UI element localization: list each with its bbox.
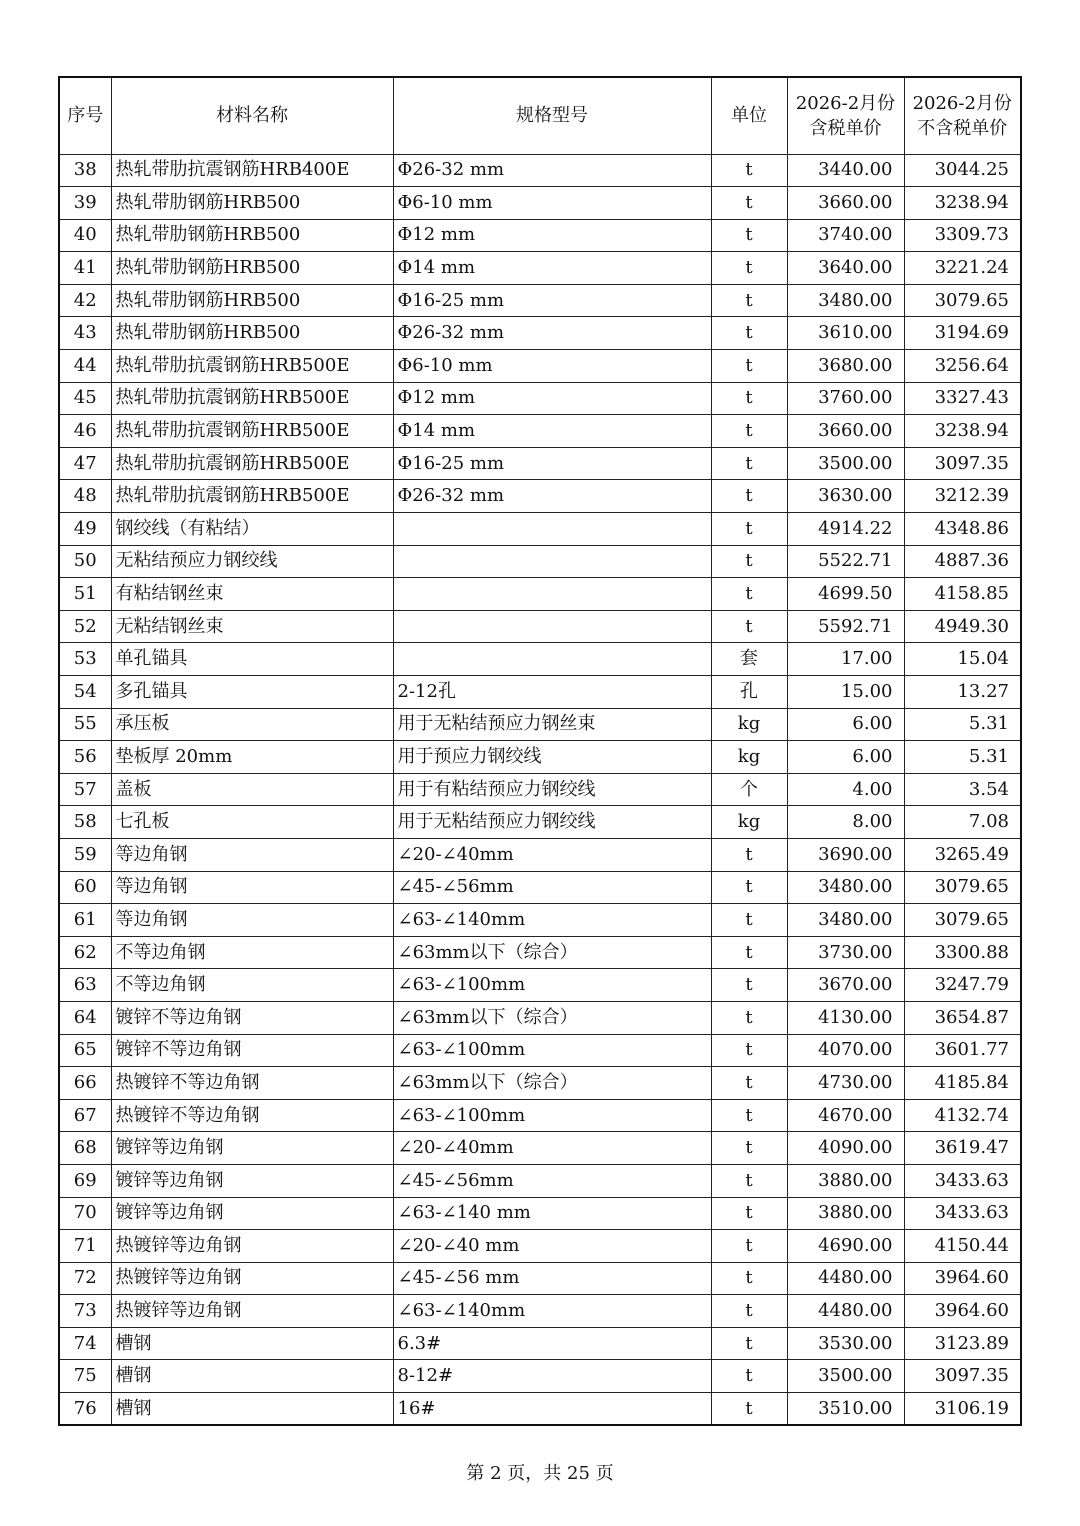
cell-price-with-tax: 3730.00: [787, 936, 904, 969]
cell-unit: t: [711, 1034, 787, 1067]
cell-price-without-tax: 3238.94: [904, 415, 1021, 448]
cell-price-with-tax: 4.00: [787, 773, 904, 806]
cell-no: 44: [59, 350, 111, 383]
cell-material-name: 等边角钢: [111, 904, 393, 937]
cell-price-without-tax: 3212.39: [904, 480, 1021, 513]
cell-material-name: 无粘结预应力钢绞线: [111, 545, 393, 578]
cell-price-with-tax: 3640.00: [787, 252, 904, 285]
cell-price-with-tax: 4480.00: [787, 1295, 904, 1328]
table-row: [59, 154, 1021, 187]
table-row: [59, 1067, 1021, 1100]
cell-price-without-tax: 4887.36: [904, 545, 1021, 578]
cell-no: 49: [59, 513, 111, 546]
cell-unit: t: [711, 904, 787, 937]
cell-no: 60: [59, 871, 111, 904]
cell-no: 69: [59, 1164, 111, 1197]
cell-price-with-tax: 3740.00: [787, 219, 904, 252]
cell-unit: t: [711, 317, 787, 350]
cell-price-without-tax: 3079.65: [904, 871, 1021, 904]
cell-spec: Φ6-10 mm: [393, 350, 711, 383]
cell-unit: 个: [711, 773, 787, 806]
cell-material-name: 热轧带肋钢筋HRB500: [111, 219, 393, 252]
cell-material-name: 七孔板: [111, 806, 393, 839]
cell-unit: t: [711, 838, 787, 871]
header-unit: 单位: [711, 77, 787, 154]
cell-unit: t: [711, 1001, 787, 1034]
cell-no: 63: [59, 969, 111, 1002]
table-row: [59, 284, 1021, 317]
cell-spec: Φ26-32 mm: [393, 480, 711, 513]
cell-price-with-tax: 3880.00: [787, 1197, 904, 1230]
cell-unit: t: [711, 513, 787, 546]
cell-spec: ∠63-∠100mm: [393, 969, 711, 1002]
header-material-name: 材料名称: [111, 77, 393, 154]
cell-price-with-tax: 4914.22: [787, 513, 904, 546]
cell-price-without-tax: 4949.30: [904, 610, 1021, 643]
cell-no: 59: [59, 838, 111, 871]
cell-price-without-tax: 3256.64: [904, 350, 1021, 383]
cell-price-without-tax: 3221.24: [904, 252, 1021, 285]
cell-unit: t: [711, 1067, 787, 1100]
header-price-without-tax-period: 2026-2月份: [912, 92, 1012, 114]
cell-unit: t: [711, 187, 787, 220]
cell-material-name: 有粘结钢丝束: [111, 578, 393, 611]
cell-price-with-tax: 3480.00: [787, 284, 904, 317]
table-row: [59, 871, 1021, 904]
cell-material-name: 不等边角钢: [111, 936, 393, 969]
cell-price-with-tax: 3680.00: [787, 350, 904, 383]
cell-unit: t: [711, 1295, 787, 1328]
table-row: [59, 1393, 1021, 1426]
cell-price-without-tax: 3238.94: [904, 187, 1021, 220]
cell-unit: t: [711, 1230, 787, 1263]
cell-material-name: 镀锌不等边角钢: [111, 1001, 393, 1034]
table-row: [59, 1164, 1021, 1197]
cell-price-with-tax: 17.00: [787, 643, 904, 676]
cell-no: 61: [59, 904, 111, 937]
table-row: [59, 969, 1021, 1002]
cell-unit: t: [711, 871, 787, 904]
header-price-with-tax: [787, 77, 904, 154]
header-price-with-tax-period: 2026-2月份: [795, 92, 896, 114]
cell-no: 75: [59, 1360, 111, 1393]
cell-no: 68: [59, 1132, 111, 1165]
cell-price-without-tax: 15.04: [904, 643, 1021, 676]
cell-spec: ∠63-∠100mm: [393, 1099, 711, 1132]
cell-price-with-tax: 3660.00: [787, 415, 904, 448]
cell-price-without-tax: 3194.69: [904, 317, 1021, 350]
cell-price-with-tax: 4670.00: [787, 1099, 904, 1132]
cell-price-with-tax: 5522.71: [787, 545, 904, 578]
cell-material-name: 多孔锚具: [111, 676, 393, 709]
cell-no: 55: [59, 708, 111, 741]
cell-no: 56: [59, 741, 111, 774]
cell-material-name: 热轧带肋钢筋HRB500: [111, 252, 393, 285]
cell-price-with-tax: 4699.50: [787, 578, 904, 611]
cell-price-without-tax: 3.54: [904, 773, 1021, 806]
cell-material-name: 热轧带肋抗震钢筋HRB500E: [111, 350, 393, 383]
cell-no: 70: [59, 1197, 111, 1230]
cell-price-with-tax: 3500.00: [787, 1360, 904, 1393]
cell-price-with-tax: 3480.00: [787, 904, 904, 937]
cell-material-name: 热轧带肋抗震钢筋HRB500E: [111, 415, 393, 448]
cell-price-without-tax: 3964.60: [904, 1295, 1021, 1328]
cell-no: 71: [59, 1230, 111, 1263]
cell-no: 73: [59, 1295, 111, 1328]
cell-spec: Φ26-32 mm: [393, 154, 711, 187]
table-row: [59, 1197, 1021, 1230]
price-table-container: [58, 76, 1020, 1426]
cell-unit: t: [711, 350, 787, 383]
cell-spec: ∠20-∠40 mm: [393, 1230, 711, 1263]
page-footer: 第 2 页，共 25 页: [466, 1463, 614, 1484]
table-row: [59, 480, 1021, 513]
cell-spec: Φ12 mm: [393, 382, 711, 415]
cell-price-without-tax: 3097.35: [904, 447, 1021, 480]
header-spec: 规格型号: [393, 77, 711, 154]
cell-price-with-tax: 3690.00: [787, 838, 904, 871]
cell-price-with-tax: 6.00: [787, 741, 904, 774]
table-row: [59, 187, 1021, 220]
cell-price-with-tax: 3760.00: [787, 382, 904, 415]
cell-spec: Φ16-25 mm: [393, 284, 711, 317]
cell-no: 74: [59, 1327, 111, 1360]
table-row: [59, 806, 1021, 839]
cell-price-without-tax: 3123.89: [904, 1327, 1021, 1360]
material-price-table: [58, 76, 1022, 1426]
cell-price-without-tax: 3309.73: [904, 219, 1021, 252]
cell-spec: ∠63mm以下（综合）: [393, 936, 711, 969]
cell-spec: 用于无粘结预应力钢绞线: [393, 806, 711, 839]
cell-no: 53: [59, 643, 111, 676]
cell-price-with-tax: 3500.00: [787, 447, 904, 480]
cell-unit: t: [711, 415, 787, 448]
cell-price-with-tax: 3510.00: [787, 1393, 904, 1426]
cell-material-name: 等边角钢: [111, 838, 393, 871]
table-row: [59, 1034, 1021, 1067]
cell-price-without-tax: 3619.47: [904, 1132, 1021, 1165]
table-row: [59, 545, 1021, 578]
table-row: [59, 219, 1021, 252]
cell-no: 76: [59, 1393, 111, 1426]
cell-no: 47: [59, 447, 111, 480]
cell-spec: 6.3#: [393, 1327, 711, 1360]
cell-material-name: 镀锌等边角钢: [111, 1197, 393, 1230]
cell-price-without-tax: 3247.79: [904, 969, 1021, 1002]
cell-price-without-tax: 3265.49: [904, 838, 1021, 871]
cell-unit: t: [711, 219, 787, 252]
cell-material-name: 无粘结钢丝束: [111, 610, 393, 643]
cell-price-with-tax: 4090.00: [787, 1132, 904, 1165]
cell-unit: 孔: [711, 676, 787, 709]
cell-spec: ∠63mm以下（综合）: [393, 1001, 711, 1034]
cell-unit: t: [711, 578, 787, 611]
cell-spec: Φ14 mm: [393, 252, 711, 285]
cell-price-with-tax: 3480.00: [787, 871, 904, 904]
cell-price-without-tax: 3079.65: [904, 904, 1021, 937]
cell-no: 46: [59, 415, 111, 448]
cell-price-without-tax: 3654.87: [904, 1001, 1021, 1034]
cell-no: 48: [59, 480, 111, 513]
cell-material-name: 槽钢: [111, 1360, 393, 1393]
cell-no: 50: [59, 545, 111, 578]
cell-price-with-tax: 4690.00: [787, 1230, 904, 1263]
cell-material-name: 热轧带肋抗震钢筋HRB500E: [111, 480, 393, 513]
header-price-without-tax-label: 不含税单价: [917, 117, 1008, 139]
cell-unit: kg: [711, 708, 787, 741]
cell-spec: [393, 545, 711, 578]
cell-no: 58: [59, 806, 111, 839]
cell-no: 39: [59, 187, 111, 220]
cell-price-without-tax: 4348.86: [904, 513, 1021, 546]
table-row: [59, 382, 1021, 415]
cell-spec: ∠45-∠56mm: [393, 871, 711, 904]
cell-material-name: 镀锌等边角钢: [111, 1132, 393, 1165]
cell-price-with-tax: 4130.00: [787, 1001, 904, 1034]
cell-material-name: 槽钢: [111, 1327, 393, 1360]
cell-price-with-tax: 6.00: [787, 708, 904, 741]
cell-price-with-tax: 4480.00: [787, 1262, 904, 1295]
table-row: [59, 317, 1021, 350]
cell-no: 54: [59, 676, 111, 709]
cell-spec: 2-12孔: [393, 676, 711, 709]
cell-unit: t: [711, 1164, 787, 1197]
cell-material-name: 镀锌等边角钢: [111, 1164, 393, 1197]
cell-price-with-tax: 3440.00: [787, 154, 904, 187]
cell-spec: ∠63-∠100mm: [393, 1034, 711, 1067]
cell-material-name: 热轧带肋钢筋HRB500: [111, 284, 393, 317]
cell-price-with-tax: 3530.00: [787, 1327, 904, 1360]
cell-price-without-tax: 3433.63: [904, 1164, 1021, 1197]
cell-spec: Φ14 mm: [393, 415, 711, 448]
cell-unit: kg: [711, 741, 787, 774]
cell-unit: t: [711, 936, 787, 969]
cell-price-with-tax: 15.00: [787, 676, 904, 709]
cell-material-name: 镀锌不等边角钢: [111, 1034, 393, 1067]
cell-no: 67: [59, 1099, 111, 1132]
cell-no: 64: [59, 1001, 111, 1034]
cell-material-name: 热镀锌等边角钢: [111, 1262, 393, 1295]
cell-spec: [393, 513, 711, 546]
cell-price-without-tax: 13.27: [904, 676, 1021, 709]
header-price-with-tax-label: 含税单价: [809, 117, 882, 139]
table-row: [59, 513, 1021, 546]
cell-spec: Φ16-25 mm: [393, 447, 711, 480]
table-row: [59, 708, 1021, 741]
cell-material-name: 承压板: [111, 708, 393, 741]
cell-spec: Φ12 mm: [393, 219, 711, 252]
table-row: [59, 643, 1021, 676]
cell-price-without-tax: 7.08: [904, 806, 1021, 839]
cell-price-without-tax: 3964.60: [904, 1262, 1021, 1295]
cell-price-with-tax: 4730.00: [787, 1067, 904, 1100]
cell-price-without-tax: 3079.65: [904, 284, 1021, 317]
cell-spec: ∠63mm以下（综合）: [393, 1067, 711, 1100]
cell-material-name: 钢绞线（有粘结）: [111, 513, 393, 546]
table-row: [59, 252, 1021, 285]
cell-spec: 8-12#: [393, 1360, 711, 1393]
cell-spec: 用于无粘结预应力钢丝束: [393, 708, 711, 741]
cell-spec: ∠63-∠140 mm: [393, 1197, 711, 1230]
cell-price-without-tax: 4132.74: [904, 1099, 1021, 1132]
table-row: [59, 1262, 1021, 1295]
cell-no: 38: [59, 154, 111, 187]
cell-spec: [393, 610, 711, 643]
table-row: [59, 1001, 1021, 1034]
header-price-without-tax: [904, 77, 1021, 154]
cell-spec: Φ6-10 mm: [393, 187, 711, 220]
cell-unit: t: [711, 1360, 787, 1393]
table-row: [59, 676, 1021, 709]
cell-material-name: 热轧带肋抗震钢筋HRB500E: [111, 382, 393, 415]
table-row: [59, 610, 1021, 643]
cell-price-without-tax: 4158.85: [904, 578, 1021, 611]
cell-unit: t: [711, 382, 787, 415]
cell-unit: t: [711, 1197, 787, 1230]
cell-price-with-tax: 5592.71: [787, 610, 904, 643]
table-row: [59, 904, 1021, 937]
cell-unit: t: [711, 545, 787, 578]
cell-price-with-tax: 8.00: [787, 806, 904, 839]
cell-unit: t: [711, 1262, 787, 1295]
table-row: [59, 447, 1021, 480]
cell-price-without-tax: 3044.25: [904, 154, 1021, 187]
cell-material-name: 盖板: [111, 773, 393, 806]
cell-price-without-tax: 4150.44: [904, 1230, 1021, 1263]
cell-price-with-tax: 3880.00: [787, 1164, 904, 1197]
cell-unit: t: [711, 480, 787, 513]
cell-no: 45: [59, 382, 111, 415]
table-header-row: [59, 77, 1021, 154]
cell-price-with-tax: 3610.00: [787, 317, 904, 350]
cell-price-with-tax: 3660.00: [787, 187, 904, 220]
cell-spec: ∠45-∠56mm: [393, 1164, 711, 1197]
cell-spec: 16#: [393, 1393, 711, 1426]
cell-unit: t: [711, 1132, 787, 1165]
cell-spec: 用于有粘结预应力钢绞线: [393, 773, 711, 806]
cell-no: 72: [59, 1262, 111, 1295]
table-row: [59, 1360, 1021, 1393]
cell-price-without-tax: 3300.88: [904, 936, 1021, 969]
cell-spec: [393, 578, 711, 611]
cell-no: 42: [59, 284, 111, 317]
cell-no: 62: [59, 936, 111, 969]
cell-no: 66: [59, 1067, 111, 1100]
cell-price-with-tax: 4070.00: [787, 1034, 904, 1067]
table-row: [59, 1230, 1021, 1263]
cell-unit: kg: [711, 806, 787, 839]
cell-material-name: 热轧带肋抗震钢筋HRB500E: [111, 447, 393, 480]
cell-spec: [393, 643, 711, 676]
cell-material-name: 热轧带肋钢筋HRB500: [111, 317, 393, 350]
table-row: [59, 350, 1021, 383]
cell-material-name: 热镀锌不等边角钢: [111, 1067, 393, 1100]
table-row: [59, 1099, 1021, 1132]
cell-unit: t: [711, 1327, 787, 1360]
cell-unit: t: [711, 610, 787, 643]
table-row: [59, 1327, 1021, 1360]
table-row: [59, 741, 1021, 774]
cell-no: 40: [59, 219, 111, 252]
cell-material-name: 热镀锌等边角钢: [111, 1295, 393, 1328]
cell-unit: t: [711, 154, 787, 187]
cell-unit: t: [711, 969, 787, 1002]
table-row: [59, 578, 1021, 611]
cell-no: 65: [59, 1034, 111, 1067]
header-no: 序号: [59, 77, 111, 154]
cell-no: 57: [59, 773, 111, 806]
cell-no: 41: [59, 252, 111, 285]
cell-material-name: 单孔锚具: [111, 643, 393, 676]
table-body: [59, 154, 1021, 1425]
cell-unit: 套: [711, 643, 787, 676]
cell-unit: t: [711, 447, 787, 480]
cell-price-without-tax: 3433.63: [904, 1197, 1021, 1230]
cell-unit: t: [711, 284, 787, 317]
cell-spec: ∠20-∠40mm: [393, 1132, 711, 1165]
cell-price-without-tax: 5.31: [904, 708, 1021, 741]
cell-spec: Φ26-32 mm: [393, 317, 711, 350]
cell-price-with-tax: 3630.00: [787, 480, 904, 513]
table-row: [59, 838, 1021, 871]
cell-no: 52: [59, 610, 111, 643]
cell-material-name: 热轧带肋钢筋HRB500: [111, 187, 393, 220]
cell-price-without-tax: 3097.35: [904, 1360, 1021, 1393]
cell-material-name: 槽钢: [111, 1393, 393, 1426]
cell-unit: t: [711, 1099, 787, 1132]
cell-spec: 用于预应力钢绞线: [393, 741, 711, 774]
cell-price-without-tax: 3327.43: [904, 382, 1021, 415]
cell-material-name: 热轧带肋抗震钢筋HRB400E: [111, 154, 393, 187]
cell-material-name: 热镀锌不等边角钢: [111, 1099, 393, 1132]
table-row: [59, 415, 1021, 448]
cell-material-name: 不等边角钢: [111, 969, 393, 1002]
cell-price-without-tax: 5.31: [904, 741, 1021, 774]
cell-no: 43: [59, 317, 111, 350]
cell-spec: ∠63-∠140mm: [393, 1295, 711, 1328]
cell-unit: t: [711, 252, 787, 285]
cell-price-without-tax: 3601.77: [904, 1034, 1021, 1067]
cell-no: 51: [59, 578, 111, 611]
table-row: [59, 1295, 1021, 1328]
cell-spec: ∠45-∠56 mm: [393, 1262, 711, 1295]
table-row: [59, 773, 1021, 806]
cell-spec: ∠20-∠40mm: [393, 838, 711, 871]
table-row: [59, 1132, 1021, 1165]
cell-spec: ∠63-∠140mm: [393, 904, 711, 937]
cell-price-without-tax: 4185.84: [904, 1067, 1021, 1100]
cell-price-without-tax: 3106.19: [904, 1393, 1021, 1426]
cell-unit: t: [711, 1393, 787, 1426]
cell-material-name: 热镀锌等边角钢: [111, 1230, 393, 1263]
table-row: [59, 936, 1021, 969]
cell-material-name: 等边角钢: [111, 871, 393, 904]
cell-price-with-tax: 3670.00: [787, 969, 904, 1002]
cell-material-name: 垫板厚 20mm: [111, 741, 393, 774]
